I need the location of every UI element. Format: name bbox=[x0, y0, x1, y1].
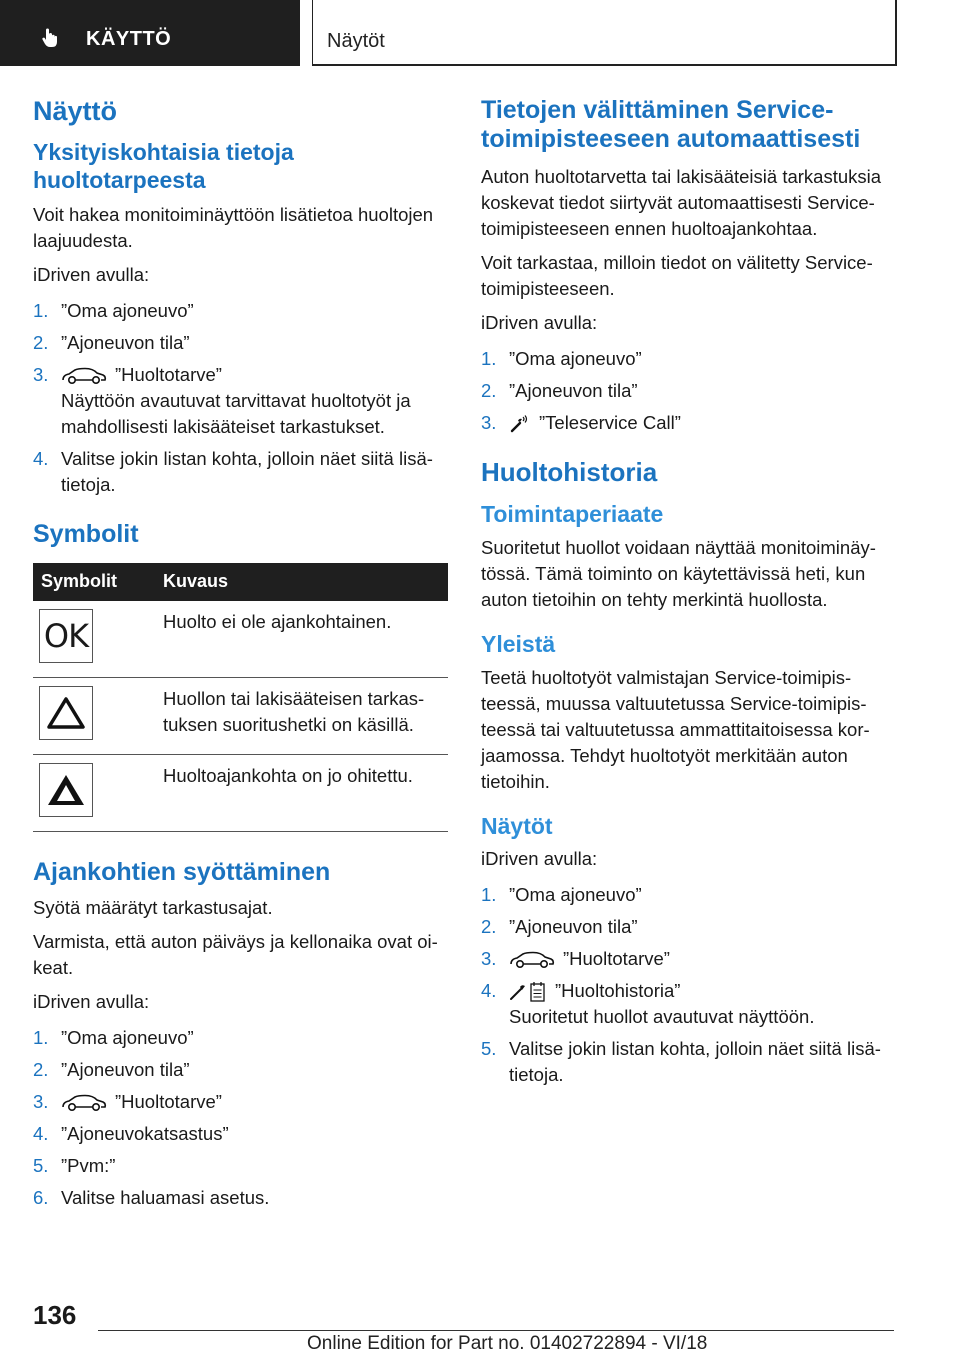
history-heading: Huoltohistoria bbox=[481, 456, 658, 487]
general-heading: Yleistä bbox=[481, 630, 556, 657]
section-tab bbox=[312, 0, 897, 66]
table-cell: Huollon tai lakisääteisen tarkastuksen suoritushetki on käsillä. bbox=[155, 677, 448, 754]
col-header-description: Kuvaus bbox=[155, 563, 448, 601]
list-item: 4. Valitse jokin listan kohta, jolloin näet siitä lisätietoja. bbox=[33, 448, 433, 496]
transfer-paragraph-1: Auton huoltotarvetta tai lakisääteisiä tarkastuksia koskevat tiedot siirtyvät automaattisesti Service-toimipisteeseen ennen huoltoajankohtaa. bbox=[481, 165, 882, 239]
general-paragraph: Teetä huoltotyöt valmistajan Service-toimipisteessä, muussa valtuutetussa Service-toimipisteessä tai valtuutetussa ammattitaitoisessa korjaamossa. Tehdyt huoltotyöt merkitään auton tietoihin. bbox=[481, 666, 870, 792]
car-icon bbox=[61, 367, 107, 385]
warning-filled-icon bbox=[39, 763, 93, 817]
idrive-label: iDriven avulla: bbox=[481, 311, 598, 333]
list-item: 1. ”Oma ajoneuvo” bbox=[481, 347, 642, 369]
left-column bbox=[33, 96, 448, 1217]
table-row bbox=[33, 754, 448, 831]
teleservice-wrench-icon bbox=[509, 414, 531, 434]
list-item: 1. ”Oma ajoneuvo” bbox=[33, 1026, 194, 1048]
table-header-row bbox=[33, 563, 448, 601]
table-cell: Huolto ei ole ajankohtainen. bbox=[155, 601, 448, 678]
displays-heading: Näytöt bbox=[481, 812, 553, 839]
table-row bbox=[33, 601, 448, 678]
hand-pointer-icon bbox=[40, 26, 64, 50]
principle-paragraph: Suoritetut huollot voidaan näyttää monitoiminäytössä. Tämä toiminto on käytettävissä heti, kun auton tietoihin on tehty merkintä huollosta. bbox=[481, 536, 876, 610]
list-item: 1. ”Oma ajoneuvo” bbox=[481, 884, 642, 906]
col-header-symbols: Symbolit bbox=[33, 563, 155, 601]
dates-paragraph-1: Syötä määrätyt tarkastusajat. bbox=[33, 896, 273, 918]
transfer-paragraph-2: Voit tarkastaa, milloin tiedot on välitetty Service-toimipisteeseen. bbox=[481, 251, 873, 299]
symbols-heading: Symbolit bbox=[33, 520, 139, 549]
list-item: 2. ”Ajoneuvon tila” bbox=[481, 379, 638, 401]
section-label: Näytöt bbox=[327, 30, 385, 52]
dates-steps bbox=[33, 1025, 448, 1211]
list-item: 3. ”Teleservice Call” bbox=[481, 411, 681, 433]
list-item: 3. ”Huoltotarve” Näyttöön avautuvat tarvittavat huoltotyöt ja mahdollisesti lakisääteiset tarkastukset. bbox=[33, 364, 411, 438]
transfer-steps bbox=[481, 346, 891, 436]
service-history-icon bbox=[509, 981, 547, 1003]
list-item: 6. Valitse haluamasi asetus. bbox=[33, 1186, 270, 1208]
history-steps bbox=[481, 882, 891, 1088]
list-item: 2. ”Ajoneuvon tila” bbox=[33, 332, 190, 354]
page-title: Näyttö bbox=[33, 96, 118, 126]
list-item: 3. ”Huoltotarve” bbox=[33, 1090, 222, 1112]
page-header bbox=[0, 0, 960, 66]
list-item: 5. ”Pvm:” bbox=[33, 1154, 116, 1176]
ok-icon: OK bbox=[39, 609, 93, 663]
idrive-label: iDriven avulla: bbox=[33, 264, 150, 286]
table-row bbox=[33, 677, 448, 754]
list-item: 5. Valitse jokin listan kohta, jolloin näet siitä lisätietoja. bbox=[481, 1038, 881, 1086]
list-item: 1. ”Oma ajoneuvo” bbox=[33, 300, 194, 322]
chapter-label: KÄYTTÖ bbox=[86, 28, 172, 50]
car-icon bbox=[509, 951, 555, 969]
right-column bbox=[481, 96, 891, 1094]
page-number: 136 bbox=[33, 1300, 77, 1330]
list-item: 4. ”Huoltohistoria” Suoritetut huollot avautuvat näyttöön. bbox=[481, 980, 815, 1028]
idrive-label: iDriven avulla: bbox=[33, 990, 150, 1012]
footer-divider bbox=[98, 1330, 894, 1331]
principle-heading: Toimintaperiaate bbox=[481, 501, 664, 528]
list-item: 2. ”Ajoneuvon tila” bbox=[481, 916, 638, 938]
warning-outline-icon bbox=[39, 686, 93, 740]
edition-footer: Online Edition for Part no. 01402722894 - VI/18 bbox=[307, 1333, 708, 1354]
idrive-label: iDriven avulla: bbox=[481, 848, 598, 870]
transfer-heading: Tietojen välittäminen Service-toimipisteeseen automaattisesti bbox=[481, 96, 861, 153]
list-item: 2. ”Ajoneuvon tila” bbox=[33, 1058, 190, 1080]
dates-heading: Ajankohtien syöttäminen bbox=[33, 857, 331, 886]
list-item: 4. ”Ajoneuvokatsastus” bbox=[33, 1122, 229, 1144]
car-icon bbox=[61, 1094, 107, 1112]
details-steps bbox=[33, 298, 448, 498]
chapter-tab bbox=[0, 0, 300, 66]
table-cell: Huoltoajankohta on jo ohitettu. bbox=[155, 754, 448, 831]
details-paragraph: Voit hakea monitoiminäyttöön lisätietoa huoltojen laajuudesta. bbox=[33, 204, 434, 252]
list-item: 3. ”Huoltotarve” bbox=[481, 948, 670, 970]
details-heading: Yksityiskohtaisia tietoja huoltotarpeesta bbox=[33, 139, 294, 193]
dates-paragraph-2: Varmista, että auton päiväys ja kellonaika ovat oikeat. bbox=[33, 930, 438, 978]
symbols-table bbox=[33, 563, 448, 832]
